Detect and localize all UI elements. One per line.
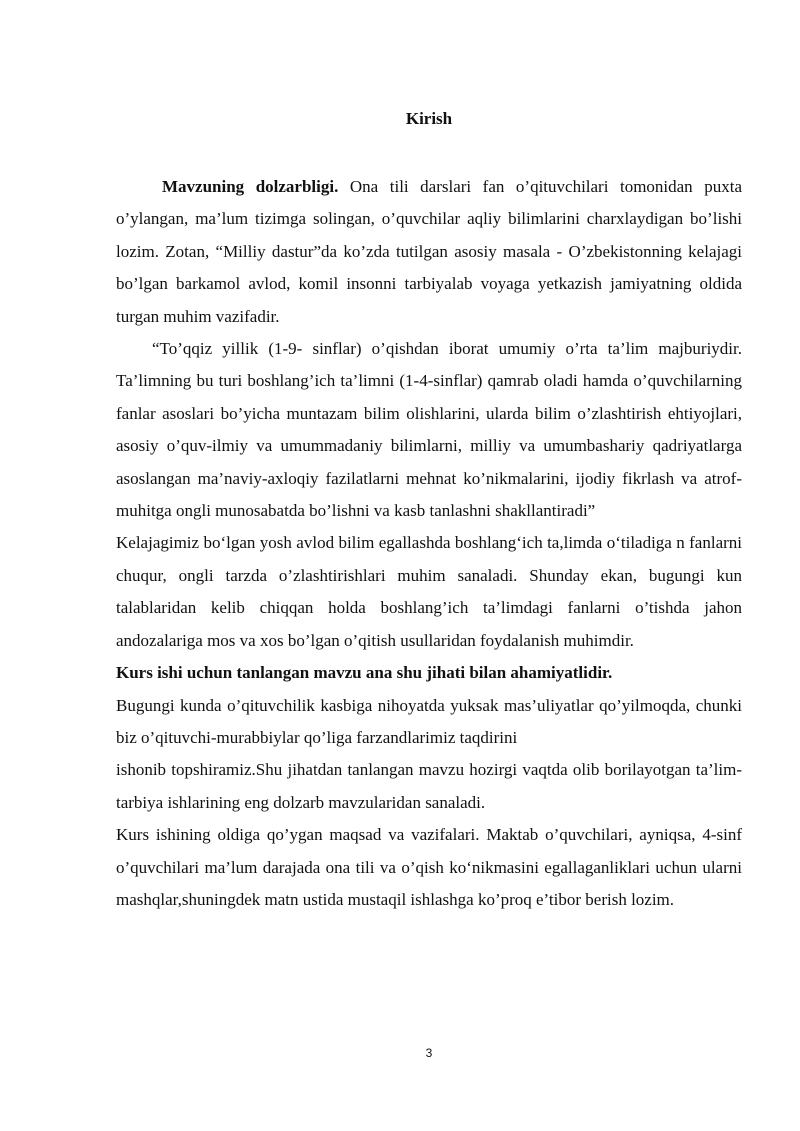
paragraph-goals: Kurs ishining oldiga qo’ygan maqsad va vazifalari. Maktab o’quvchilari, ayniqsa, 4-sinf o’quvchilari ma’lum darajada ona tili va o’qish ko‘nikmasini egallaganliklari uchun ularni mashqlar,shuningdek matn ustida mustaqil ishlashga ko’proq e’tibor berish lozim. bbox=[116, 825, 742, 909]
paragraph-relevance bbox=[116, 171, 742, 333]
page-number: 3 bbox=[425, 1046, 433, 1060]
paragraph-lead: Mavzuning dolzarbligi. bbox=[162, 177, 339, 196]
paragraph-future: Kelajagimiz bo‘lgan yosh avlod bilim egallashda boshlang‘ich ta,limda o‘tiladiga n fanlarni chuqur, ongli tarzda o’zlashtirishlari muhim sanaladi. Shunday ekan, bugungi kun talablaridan kelib chiqqan holda boshlang’ich ta’limdagi fanlarni o’tishda jahon andozalariga mos va xos bo’lgan o’qitish usullaridan foydalanish muhimdir. bbox=[116, 533, 742, 650]
paragraph-importance: Kurs ishi uchun tanlangan mavzu ana shu jihati bilan ahamiyatlidir. bbox=[116, 663, 613, 683]
document-body bbox=[116, 171, 742, 916]
paragraph-responsibility: Bugungi kunda o’qituvchilik kasbiga nihoyatda yuksak mas’uliyatlar qo’yilmoqda, chunki biz o’qituvchi-murabbiylar qo’liga farzandlarimiz taqdirini bbox=[116, 695, 742, 747]
paragraph-trust: ishonib topshiramiz.Shu jihatdan tanlangan mavzu hozirgi vaqtda olib borilayotgan ta’lim-tarbiya ishlarining eng dolzarb mavzularidan sanaladi. bbox=[116, 760, 742, 812]
paragraph-text: Ona tili darslari fan o’qituvchilari tomonidan puxta o’ylangan, ma’lum tizimga solingan, o’quvchilar aqliy bilimlarini charxlaydigan bo’lishi lozim. Zotan, “Milliy dastur”da ko’zda tutilgan asosiy masala - O’zbekistonning kelajagi bo’lgan barkamol avlod, komil insonni tarbiyalab voyaga yetkazish jamiyatning oldida turgan muhim vazifadir. bbox=[116, 177, 742, 326]
paragraph-quote: “To’qqiz yillik (1-9- sinflar) o’qishdan iborat umumiy o’rta ta’lim majburiydir. Ta’limning bu turi boshlang’ich ta’limni (1-4-sinflar) qamrab oladi hamda o’quvchilarning fanlar asoslari bo’yicha muntazam bilim olishlarini, ularda bilim o’zlashtirish ehtiyojlari, asosiy o’quv-ilmiy va umummadaniy bilimlarni, milliy va umumbashariy qadriyatlarga asoslangan ma’naviy-axloqiy fazilatlarni mehnat ko’nikmalarini, ijodiy fikrlash va atrof-muhitga ongli munosabatda bo’lishni va kasb tanlashni shakllantiradi” bbox=[116, 339, 742, 521]
section-heading: Kirish bbox=[405, 109, 453, 128]
